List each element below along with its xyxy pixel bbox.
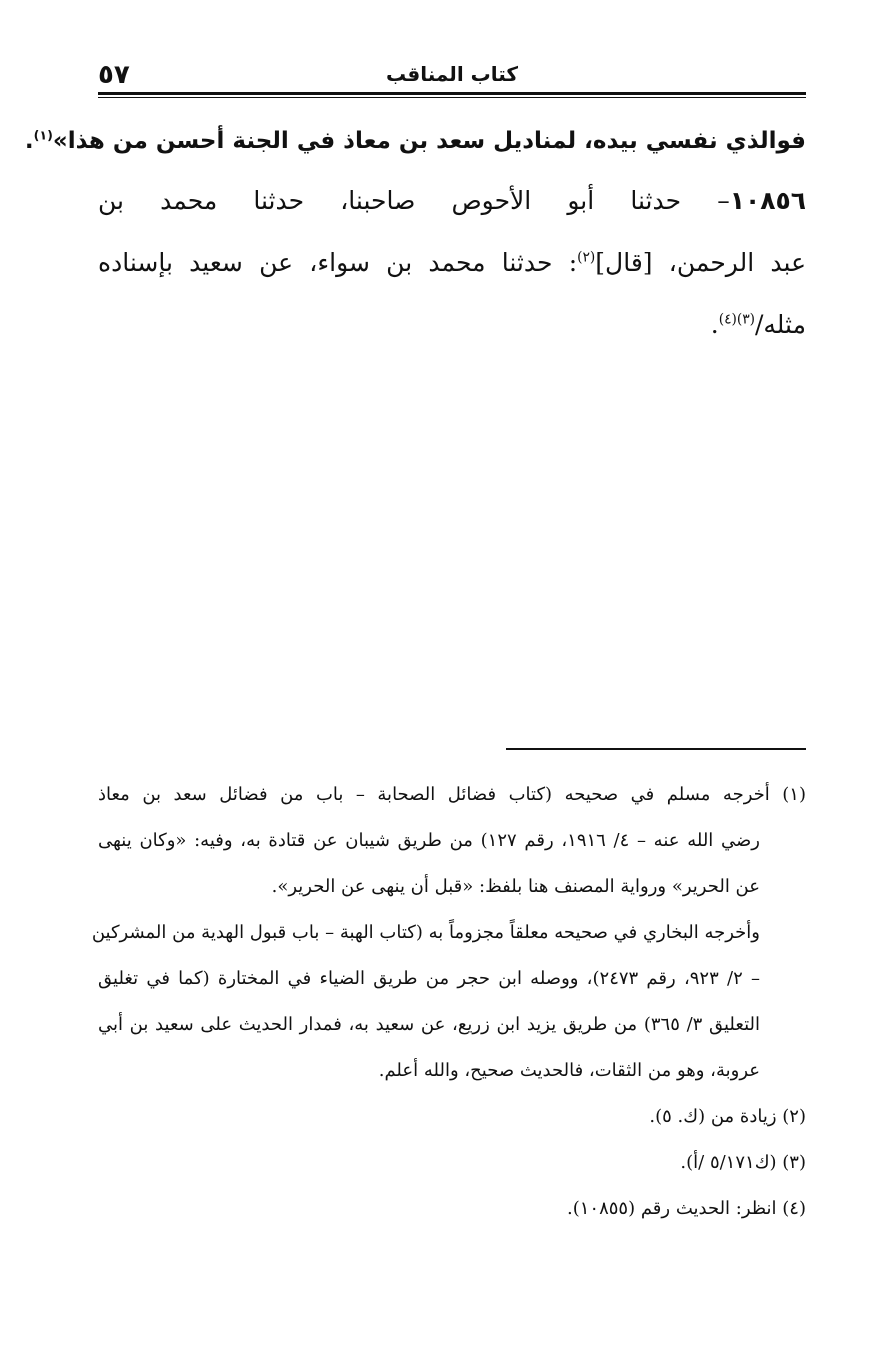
- hadith-text-line-1: [24, 112, 806, 170]
- footnote-ref-2: (٢): [577, 249, 596, 266]
- header-rule-thin: [98, 97, 806, 98]
- footnote-separator: [506, 748, 806, 750]
- running-title: كتاب المناقب: [385, 62, 519, 86]
- header-rule-thick: [98, 92, 806, 95]
- line3-rest: : حدثنا محمد بن سواء، عن سعيد بإسناده: [98, 248, 578, 277]
- footnote-line: وأخرجه البخاري في صحيحه معلقاً مجزوماً به (كتاب الهبة – باب قبول الهدية من المشركين: [91, 922, 760, 943]
- footnote-line: (١) أخرجه مسلم في صحيحه (كتاب فضائل الصحابة – باب من فضائل سعد بن معاذ: [98, 784, 806, 805]
- footnote-line: التعليق ٣/ ٣٦٥) من طريق يزيد ابن زريع، عن سعيد به، فمدار الحديث على سعيد بن أبي: [98, 1014, 760, 1035]
- main-text: [24, 112, 806, 356]
- page-number: ٥٧: [98, 60, 130, 90]
- footnote-line: رضي الله عنه – ٤/ ١٩١٦، رقم ١٢٧) من طريق شيبان عن قتادة به، وفيه: «وكان ينهى: [98, 830, 760, 851]
- line2-text: – حدثنا أبو الأحوص صاحبنا، حدثنا محمد بن: [98, 186, 730, 215]
- footnotes: [91, 772, 806, 1232]
- line1-text: فوالذي نفسي بيده، لمناديل سعد بن معاذ في الجنة أحسن من هذا»: [52, 128, 806, 154]
- footnote-line: عروبة، وهو من الثقات، فالحديث صحيح، والله أعلم.: [378, 1060, 760, 1081]
- footnote-line: عن الحرير» ورواية المصنف هنا بلفظ: «قبل أن ينهى عن الحرير».: [271, 876, 760, 897]
- footnote-refs-3-4: (٣)(٤): [718, 311, 755, 328]
- hadith-number: ١٠٨٥٦: [729, 186, 806, 215]
- footnote-line: – ٢/ ٩٢٣، رقم ٢٤٧٣)، ووصله ابن حجر من طريق الضياء في المختارة (كما في تغليق: [98, 968, 760, 989]
- hadith-text-line-4: [98, 294, 806, 356]
- footnote-line: (٤) انظر: الحديث رقم (١٠٨٥٥).: [566, 1198, 806, 1219]
- line1-end: .: [24, 128, 34, 154]
- footnote-line: (٣) (ك٥/١٧١ /أ).: [680, 1152, 806, 1173]
- hadith-text-line-3: [98, 232, 806, 294]
- footnote-ref-1: (١): [33, 127, 53, 143]
- hadith-text-line-2: [98, 170, 806, 232]
- page-header: [98, 58, 806, 92]
- line4-end: .: [710, 310, 719, 339]
- footnote-line: (٢) زيادة من (ك. ٥).: [649, 1106, 806, 1127]
- line3-text: عبد الرحمن، [قال]: [595, 248, 806, 277]
- line4-text: مثله/: [754, 310, 806, 339]
